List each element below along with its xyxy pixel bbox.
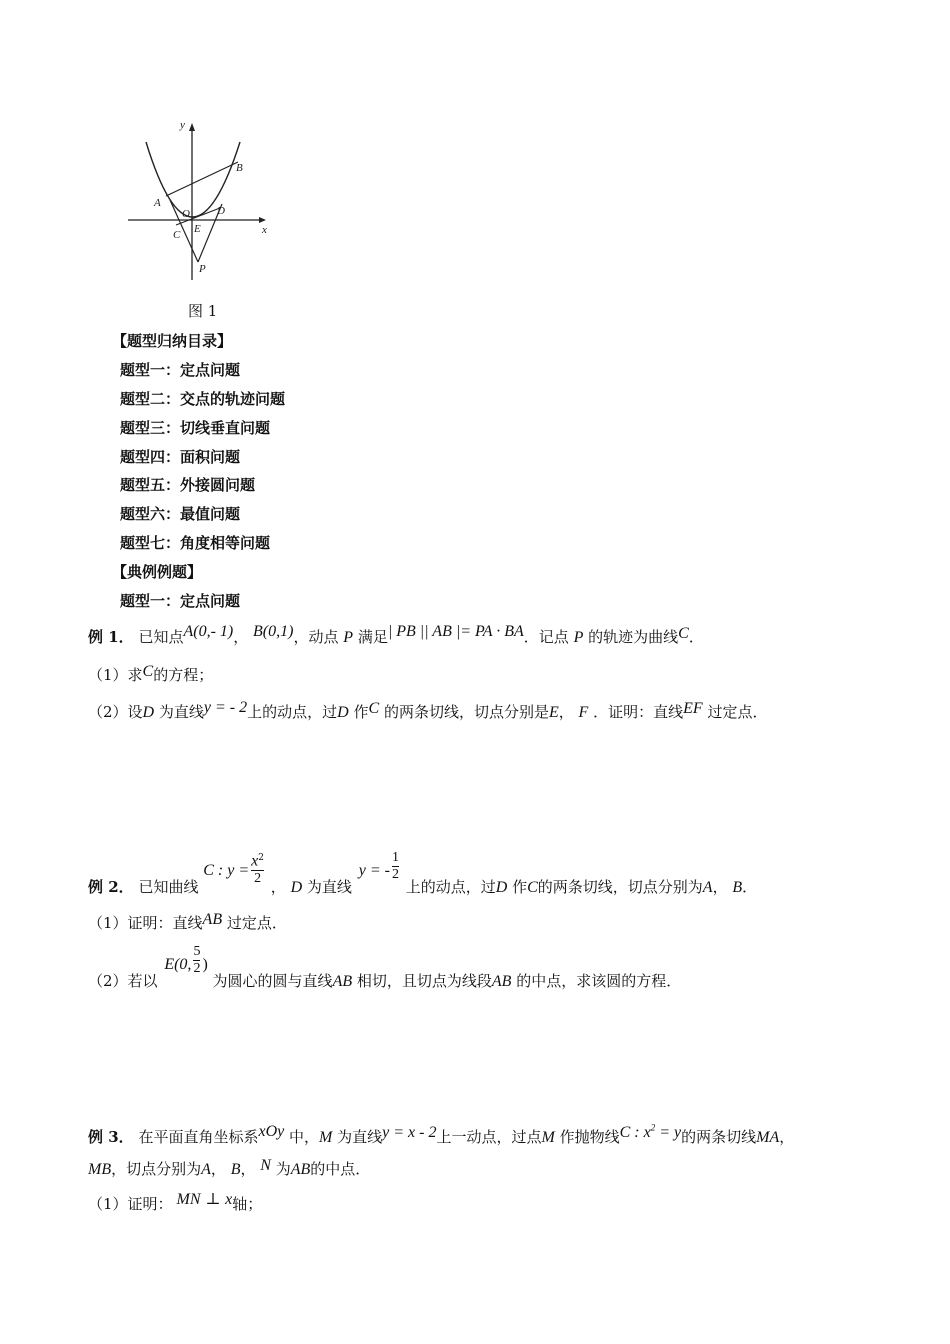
example-3-line-1: 例 3． 在平面直角坐标系xOy 中，M 为直线y = x - 2上一动点，过点M 作抛物线C : $x^2 = y$的两条切线MA， <box>88 1122 795 1146</box>
example-1-question-2: （2）设D 为直线y = - 2上的动点，过D 作C 的两条切线，切点分别是E， F ．证明：直线EF 过定点． <box>88 699 768 721</box>
chord-ab <box>166 162 238 196</box>
example-2-question-1: （1）证明：直线AB 过定点． <box>88 911 287 932</box>
toc-item: 题型六：最值问题 <box>120 505 241 523</box>
example-3-question-1: （1）证明： MN ⊥ x轴； <box>88 1191 263 1213</box>
example-1-question-1: （1）求C的方程； <box>88 663 214 684</box>
example-3-line-2: MB，切点分别为A， B， N 为AB的中点． <box>88 1157 371 1178</box>
examples-heading: 【典例例题】 <box>112 563 203 581</box>
fig-label-a: A <box>154 197 161 209</box>
toc-item: 题型四：面积问题 <box>120 448 241 466</box>
center-point-e: E(0, <box>164 956 192 973</box>
figure-caption: 图 1 <box>188 302 218 320</box>
fig-label-b: B <box>236 162 243 174</box>
fig-label-e: E <box>194 223 201 235</box>
toc-heading: 【题型归纳目录】 <box>112 332 233 350</box>
y-axis-arrow <box>189 123 195 131</box>
example-2-question-2: （2）若以 E(0, $\frac{5}{2}$ ) 为圆心的圆与直线AB 相切，且切点为线段AB 的中点，求该圆的方程． <box>88 944 682 990</box>
toc-item: 题型五：外接圆问题 <box>120 476 256 494</box>
figure-parabola-diagram <box>120 112 280 292</box>
line-lhs: y = - <box>358 862 390 879</box>
section-title: 题型一：定点问题 <box>120 592 241 610</box>
example-label: 例 1． <box>88 628 134 646</box>
vector-condition: | PB || AB |= PA · BA <box>387 623 524 640</box>
toc-item: 题型三：切线垂直问题 <box>120 419 271 437</box>
x-axis-arrow <box>259 217 266 223</box>
fig-label-d: D <box>217 205 225 217</box>
fig-label-y: y <box>180 119 185 131</box>
fig-label-p: P <box>199 263 206 275</box>
example-label: 例 2． <box>88 878 134 896</box>
parabola-equation: C : $x^2 = y$ <box>619 1122 682 1141</box>
example-1-line-1: 例 1． 已知点A(0,- 1)， B(0,1)，动点 P 满足| PB || AB |= PA · BA．记点 P 的轨迹为曲线C． <box>88 623 704 646</box>
toc-item: 题型七：角度相等问题 <box>120 534 271 552</box>
fig-label-o: O <box>182 208 190 220</box>
example-label: 例 3． <box>88 1128 134 1146</box>
toc-item: 题型一：定点问题 <box>120 361 241 379</box>
fig-label-c: C <box>173 229 181 241</box>
toc-item: 题型二：交点的轨迹问题 <box>120 390 286 408</box>
curve-lhs: C : y = <box>203 862 250 879</box>
point-a: A(0,- 1) <box>183 623 234 640</box>
example-2-line-1: 例 2． 已知曲线 C : y = $\frac{x^2}{2}$ ， D 为直线 y = - $\frac{1}{2}$ 上的动点，过D 作C的两条切线，切点分别为A， B． <box>88 850 758 896</box>
fig-label-x: x <box>262 224 267 236</box>
point-b: B(0,1) <box>253 623 294 640</box>
